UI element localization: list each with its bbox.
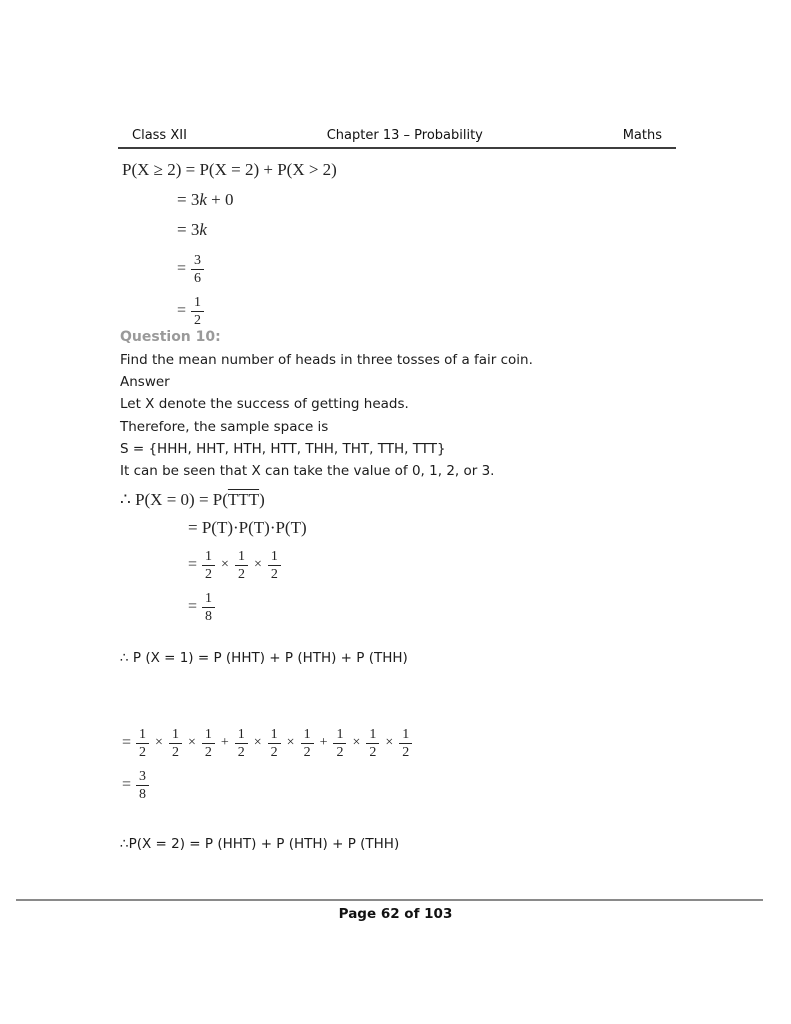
equals-sign: = bbox=[122, 734, 132, 751]
fraction: $\frac{1}{2}$ bbox=[268, 726, 281, 761]
math-line: = 3k + 0 bbox=[177, 190, 234, 209]
math-block-prev-solution bbox=[122, 158, 337, 332]
times-sign: × bbox=[253, 557, 262, 572]
statement-px2: ∴P(X = 2) = P (HHT) + P (HTH) + P (THH) bbox=[120, 836, 400, 852]
times-sign: × bbox=[352, 735, 361, 750]
math-line bbox=[177, 290, 337, 332]
math-block-px0 bbox=[120, 488, 307, 628]
fraction: $\frac{1}{2}$ bbox=[333, 726, 346, 761]
fraction: $\frac{1}{2}$ bbox=[202, 548, 215, 583]
fraction: $\frac{1}{2}$ bbox=[235, 548, 248, 583]
math-line: = P(T)·P(T)·P(T) bbox=[188, 518, 307, 537]
fraction: $\frac{1}{2}$ bbox=[235, 726, 248, 761]
math-line bbox=[188, 544, 307, 586]
answer-line: Let X denote the success of getting heads. bbox=[120, 396, 409, 413]
equals-sign: = bbox=[188, 598, 198, 615]
plus-sign: + bbox=[220, 735, 229, 750]
fraction: $\frac{1}{2}$ bbox=[301, 726, 314, 761]
math-line bbox=[177, 248, 337, 290]
math-line bbox=[122, 764, 412, 806]
math-block-px1-expansion bbox=[122, 722, 412, 806]
times-sign: × bbox=[187, 735, 196, 750]
header-chapter-title: Chapter 13 – Probability bbox=[326, 128, 483, 143]
times-sign: × bbox=[385, 735, 394, 750]
answer-line: Therefore, the sample space is bbox=[120, 418, 329, 435]
plus-sign: + bbox=[319, 735, 328, 750]
page-number: Page 62 of 103 bbox=[338, 906, 453, 922]
fraction: $\frac{1}{2}$ bbox=[202, 726, 215, 761]
statement-px1: ∴ P (X = 1) = P (HHT) + P (HTH) + P (THH) bbox=[120, 650, 408, 666]
math-line: P(X ≥ 2) = P(X = 2) + P(X > 2) bbox=[122, 160, 337, 179]
question-prompt: Find the mean number of heads in three tosses of a fair coin. bbox=[120, 352, 533, 368]
fraction: $\frac{3}{6}$ bbox=[191, 252, 204, 287]
answer-line: It can be seen that X can take the value of 0, 1, 2, or 3. bbox=[120, 462, 495, 479]
variable-k: k bbox=[199, 220, 207, 239]
header-class: Class XII bbox=[132, 128, 187, 143]
question-heading: Question 10: bbox=[120, 329, 221, 345]
overline-ttt: $\overline{TTT}$ bbox=[227, 490, 260, 509]
fraction: $\frac{3}{8}$ bbox=[136, 768, 149, 803]
answer-line: S = {HHH, HHT, HTH, HTT, THH, THT, TTH, TTT} bbox=[120, 440, 446, 457]
fraction: $\frac{1}{2}$ bbox=[136, 726, 149, 761]
page-header bbox=[118, 128, 676, 149]
math-line: ∴ $P(X = 0) = P(\overline{TTT})$ bbox=[120, 490, 265, 509]
math-line bbox=[122, 722, 412, 764]
footer-divider bbox=[16, 899, 763, 901]
fraction: $\frac{1}{2}$ bbox=[268, 548, 281, 583]
answer-label: Answer bbox=[120, 374, 170, 391]
fraction: $\frac{1}{2}$ bbox=[366, 726, 379, 761]
times-sign: × bbox=[253, 735, 262, 750]
math-line bbox=[188, 586, 307, 628]
equals-sign: = bbox=[188, 556, 198, 573]
fraction: $\frac{1}{2}$ bbox=[399, 726, 412, 761]
times-sign: × bbox=[155, 735, 163, 750]
times-sign: × bbox=[286, 735, 295, 750]
fraction: $\frac{1}{2}$ bbox=[191, 294, 204, 329]
equals-sign: = bbox=[177, 260, 187, 277]
fraction: $\frac{1}{2}$ bbox=[169, 726, 182, 761]
times-sign: × bbox=[221, 557, 229, 572]
variable-k: k bbox=[199, 190, 207, 209]
equals-sign: = bbox=[122, 776, 132, 793]
math-line: = 3k bbox=[177, 220, 207, 239]
header-subject: Maths bbox=[622, 128, 662, 143]
equals-sign: = bbox=[177, 302, 187, 319]
question-section bbox=[120, 330, 680, 486]
fraction: $\frac{1}{8}$ bbox=[202, 590, 215, 625]
